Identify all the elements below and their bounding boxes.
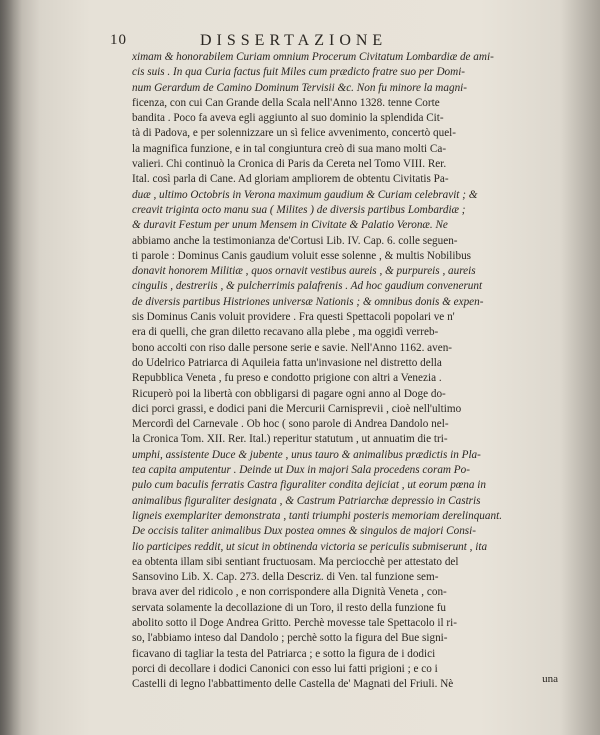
text-line: duæ , ultimo Octobris in Verona maximum gaudium & Curiam celebravit ; & <box>132 188 478 201</box>
text-line: bandita . Poco fa aveva egli aggiunto al suo dominio la splendida Cit- <box>132 112 444 125</box>
text-line: Ricuperò poi la libertà con obbligarsi di pagare ogni anno al Doge do- <box>132 387 446 400</box>
text-line: lio participes reddit, ut sicut in obtinenda victoria se periculis submiserunt , ita <box>132 540 488 553</box>
text-line: tà di Padova, e per solennizzare un sì felice avvenimento, concertò quel- <box>132 127 456 140</box>
text-line: la Cronica Tom. XII. Rer. Ital.) reperitur statutum , ut annuatim die tri- <box>132 433 448 446</box>
text-line: ficavano di tagliar la testa del Patriarca ; e sotto la figura de i dodici <box>132 647 436 660</box>
text-line: abolito sotto il Doge Andrea Gritto. Perchè movesse tale Spettacolo il ri- <box>132 616 457 629</box>
body-text <box>132 50 552 692</box>
text-line: so, l'abbiamo inteso dal Dandolo ; perchè sotto la figura del Bue signi- <box>132 632 448 645</box>
text-line: do Udelrico Patriarca di Aquileia fatta un'invasione nel distretto della <box>132 356 442 369</box>
text-line: era di quelli, che gran diletto recavano alla plebe , ma oggidì verreb- <box>132 326 439 339</box>
text-line: animalibus figuraliter designata , & Castrum Patriarchæ depressio in Castris <box>132 494 481 507</box>
text-line: ligneis exemplariter demonstrata , tanti triumphi posteris memoriam derelinquant. <box>132 509 502 522</box>
text-line: Repubblica Veneta , fu preso e condotto prigione con altri a Venezia . <box>132 372 442 385</box>
text-line: donavit honorem Militiæ , quos ornavit vestibus aureis , & purpureis , aureis <box>132 265 476 278</box>
text-line: Castelli di legno l'abbattimento delle Castella de' Magnati del Friuli. Nè <box>132 678 454 691</box>
text-line: abbiamo anche la testimonianza de'Cortusi Lib. IV. Cap. 6. colle seguen- <box>132 234 458 247</box>
text-line: num Gerardum de Camino Dominum Tervisii &c. Non fu minore la magni- <box>132 81 467 94</box>
text-line: de diversis partibus Histriones universæ Nationis ; & omnibus donis & expen- <box>132 295 484 308</box>
text-line: Sansovino Lib. X. Cap. 273. della Descriz. di Ven. tal funzione sem- <box>132 571 439 584</box>
gutter-shadow <box>0 0 22 735</box>
text-line: dici porci grassi, e dodici pani die Mercurii Carnisprevii , cioè nell'ultimo <box>132 402 462 415</box>
catchword: una <box>542 673 558 685</box>
text-line: ximam & honorabilem Curiam omnium Procerum Civitatum Lombardiæ de ami- <box>132 51 494 63</box>
running-head <box>110 32 550 52</box>
text-line: & duravit Festum per unum Mensem in Civitate & Palatio Veronæ. Ne <box>132 219 448 232</box>
text-line: ea obtenta illam sibi sentiant fructuosam. Ma perciocchè per attestato del <box>132 555 459 568</box>
text-line: bono accolti con riso dalle persone serie e savie. Nell'Anno 1162. aven- <box>132 341 453 354</box>
book-page <box>110 32 558 702</box>
text-line: ficenza, con cui Can Grande della Scala nell'Anno 1328. tenne Corte <box>132 96 440 109</box>
text-line: De occisis taliter animalibus Dux postea omnes & singulos de majori Consi- <box>132 525 476 538</box>
text-line: ti parole : Dominus Canis gaudium voluit esse solenne , & multis Nobilibus <box>132 249 472 262</box>
text-line: servata solamente la decollazione di un Toro, il resto della funzione fu <box>132 601 447 614</box>
text-line: umphi, assistente Duce & jubente , unus tauro & animalibus prædictis in Pla- <box>132 448 481 461</box>
text-line: valieri. Chi continuò la Cronica di Paris da Cereta nel Tomo VIII. Rer. <box>132 158 447 171</box>
text-line: sis Dominus Canis voluit providere . Fra questi Spettacoli popolari ve n' <box>132 311 455 324</box>
text-line: la magnifica funzione, e in tal congiuntura creò di sua mano molti Ca- <box>132 142 447 155</box>
page-number: 10 <box>110 32 127 48</box>
text-line: cis suis . In qua Curia factus fuit Miles cum prædicto fratre suo per Domi- <box>132 66 466 79</box>
text-line: tea capita amputentur . Deinde ut Dux in majori Sala procedens coram Po- <box>132 464 470 477</box>
text-line: porci di decollare i dodici Canonici con esso lui fatti prigioni ; e co i <box>132 662 438 675</box>
text-line: cingulis , destreriis , & pulcherrimis palafrenis . Ad hoc gaudium convenerunt <box>132 280 483 293</box>
text-line: pulo cum baculis ferratis Castra figuraliter condita dejiciat , ut eorum pœna in <box>132 479 486 492</box>
running-title: DISSERTAZIONE <box>200 32 388 49</box>
text-line: Mercordì del Carnevale . Ob hoc ( sono parole di Andrea Dandolo nel- <box>132 418 449 431</box>
text-line: brava aver del ridicolo , e non corrispondere alla Dignità Veneta , con- <box>132 586 447 599</box>
text-line: Ital. così parla di Cane. Ad gloriam ampliorem de obtentu Civitatis Pa- <box>132 173 449 186</box>
text-line: creavit triginta octo manu sua ( Milites ) de diversis partibus Lombardiæ ; <box>132 203 466 216</box>
